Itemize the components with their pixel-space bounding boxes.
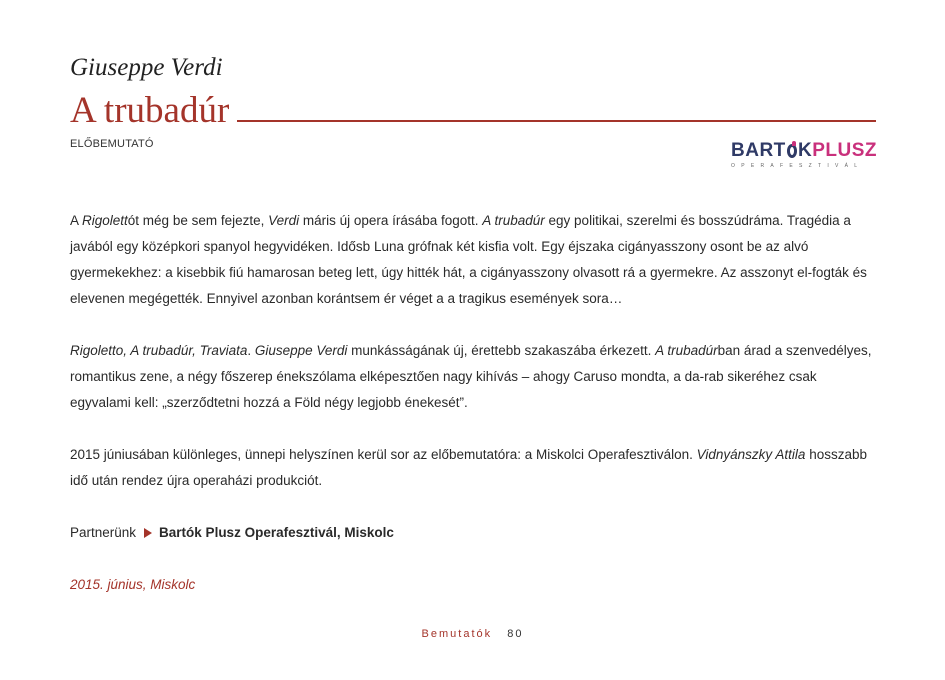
composer-name: Giuseppe Verdi: [70, 54, 223, 81]
article-body: [70, 208, 876, 624]
bartok-plusz-logo: [731, 141, 877, 171]
logo-text-bart: BART: [731, 140, 786, 161]
text-run: ót még be sem fejezte,: [127, 213, 269, 228]
logo-tagline: OPERAFESZTIVÁL: [731, 163, 864, 169]
title-row: [70, 92, 876, 129]
text-run: ban árad a szenvedélyes, romantikus zene, a négy főszerep énekszólama elképesztően nagy kihívás – ahogy Caruso mondta, a da-rab sikeréhez csak egyvalami kell: „szerződtetni hozzá a Föld négy legjobb énekesét”.: [70, 343, 872, 410]
text-run: máris új opera írásába fogott.: [299, 213, 483, 228]
logo-text-plusz: PLUSZ: [812, 140, 877, 161]
text-run: A trubadúr: [482, 213, 545, 228]
logo-o-icon: [787, 144, 797, 158]
footer-section: Bemutatók: [421, 628, 493, 640]
text-run: Giuseppe Verdi: [254, 343, 348, 358]
triangle-right-icon: [144, 528, 152, 538]
text-run: Rigoletto, A trubadúr, Traviata: [70, 343, 248, 358]
text-run: A trubadúr: [655, 343, 718, 358]
page-title: A trubadúr: [70, 90, 230, 131]
text-run: .: [247, 343, 255, 358]
title-rule: [237, 120, 876, 122]
page-number: 80: [507, 628, 524, 640]
paragraph-2: [70, 338, 876, 416]
paragraph-3: [70, 442, 876, 494]
text-run: Rigolett: [82, 213, 128, 228]
text-run: 2015 júniusában különleges, ünnepi helyszínen kerül sor az előbemutatóra: a Miskolci Operafesztiválon.: [70, 447, 697, 462]
text-run: egy politikai, szerelmi és bosszúdráma. Tragédia a javából egy középkori spanyol hegyvidéken. Idősb Luna grófnak két kisfia volt. Egy éjszaka cigányasszony osont be az alvó gyermekekhez: a kisebbik fiú hamarosan beteg lett, úgy hitték hát, a cigányasszony olvasott rá a gyermekre. Az asszonyt el-fogták és elevenen megégették. Ennyivel azonban korántsem ér véget a a tragikus események sora…: [70, 213, 867, 306]
text-run: A: [70, 213, 83, 228]
partner-label: Partnerünk: [70, 525, 137, 540]
text-run: munkásságának új, érettebb szakaszába érkezett.: [347, 343, 656, 358]
text-run: hosszabb idő után rendez újra operaházi produkciót.: [70, 447, 867, 488]
partner-name: Bartók Plusz Operafesztivál, Miskolc: [159, 525, 394, 540]
dateline: 2015. június, Miskolc: [70, 577, 196, 592]
logo-text-k: K: [797, 140, 813, 161]
text-run: Vidnyánszky Attila: [696, 447, 806, 462]
partner-line: [70, 520, 876, 546]
subtitle: ELŐBEMUTATÓ: [70, 138, 154, 150]
page-footer: [0, 628, 945, 640]
text-run: Verdi: [268, 213, 300, 228]
paragraph-1: [70, 208, 876, 312]
